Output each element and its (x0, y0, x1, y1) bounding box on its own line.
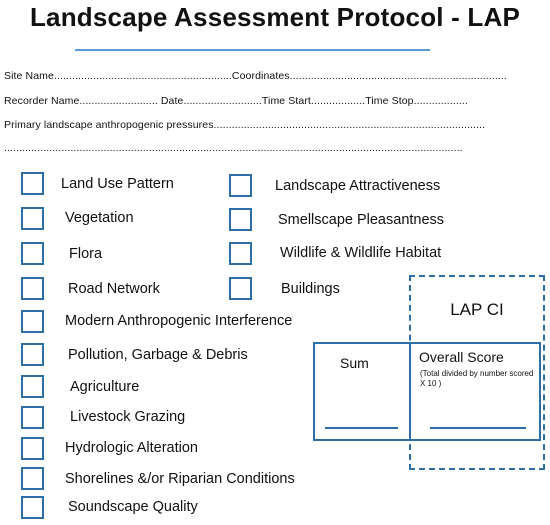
checkbox-modern-anthropogenic-interference[interactable] (21, 310, 44, 333)
checkbox-buildings[interactable] (229, 277, 252, 300)
checkbox-shorelines-riparian-conditions[interactable] (21, 467, 44, 490)
checkbox-vegetation[interactable] (21, 207, 44, 230)
label-livestock-grazing: Livestock Grazing (70, 409, 186, 425)
site-name-coordinates-field[interactable]: Site Name...........................................................Coordinates........................................................................ (4, 70, 507, 82)
label-shorelines-riparian-conditions: Shorelines &/or Riparian Conditions (65, 471, 295, 487)
label-wildlife-habitat: Wildlife & Wildlife Habitat (280, 245, 442, 261)
checkbox-flora[interactable] (21, 242, 44, 265)
title-underline (75, 49, 430, 51)
anthropogenic-pressures-field[interactable]: Primary landscape anthropogenic pressures.......................................................................................... (4, 119, 486, 131)
label-smellscape-pleasantness: Smellscape Pleasantness (278, 212, 445, 228)
overall-score-note: (Total divided by number scored X 10 ) (420, 369, 534, 388)
label-buildings: Buildings (281, 281, 340, 297)
label-landscape-attractiveness: Landscape Attractiveness (275, 178, 441, 194)
sum-label: Sum (340, 355, 369, 371)
label-vegetation: Vegetation (65, 210, 134, 226)
label-agriculture: Agriculture (70, 379, 140, 395)
checkbox-pollution-garbage-debris[interactable] (21, 343, 44, 366)
page-title: Landscape Assessment Protocol - LAP (29, 2, 521, 32)
label-soundscape-quality: Soundscape Quality (68, 499, 198, 515)
checkbox-landscape-attractiveness[interactable] (229, 174, 252, 197)
checkbox-wildlife-habitat[interactable] (229, 242, 252, 265)
label-hydrologic-alteration: Hydrologic Alteration (65, 440, 198, 456)
checkbox-agriculture[interactable] (21, 375, 44, 398)
lap-ci-heading: LAP CI (450, 300, 504, 319)
label-pollution-garbage-debris: Pollution, Garbage & Debris (68, 347, 248, 363)
checkbox-hydrologic-alteration[interactable] (21, 437, 44, 460)
label-modern-anthropogenic-interference: Modern Anthropogenic Interference (65, 313, 293, 329)
overall-score-entry-line[interactable] (430, 427, 526, 429)
score-table-divider (409, 342, 411, 441)
label-land-use-pattern: Land Use Pattern (61, 176, 174, 192)
checkbox-smellscape-pleasantness[interactable] (229, 208, 252, 231)
checkbox-soundscape-quality[interactable] (21, 496, 44, 519)
checkbox-land-use-pattern[interactable] (21, 172, 44, 195)
overall-score-label: Overall Score (419, 349, 504, 365)
checkbox-livestock-grazing[interactable] (21, 406, 44, 429)
recorder-date-time-field[interactable]: Recorder Name.......................... Date..........................Time Start..................Time Stop.................. (4, 95, 468, 107)
checkbox-road-network[interactable] (21, 277, 44, 300)
anthropogenic-pressures-continuation-field[interactable]: ........................................................................................................................................................ (4, 142, 463, 154)
sum-entry-line[interactable] (325, 427, 398, 429)
label-road-network: Road Network (68, 281, 160, 297)
label-flora: Flora (69, 246, 103, 262)
